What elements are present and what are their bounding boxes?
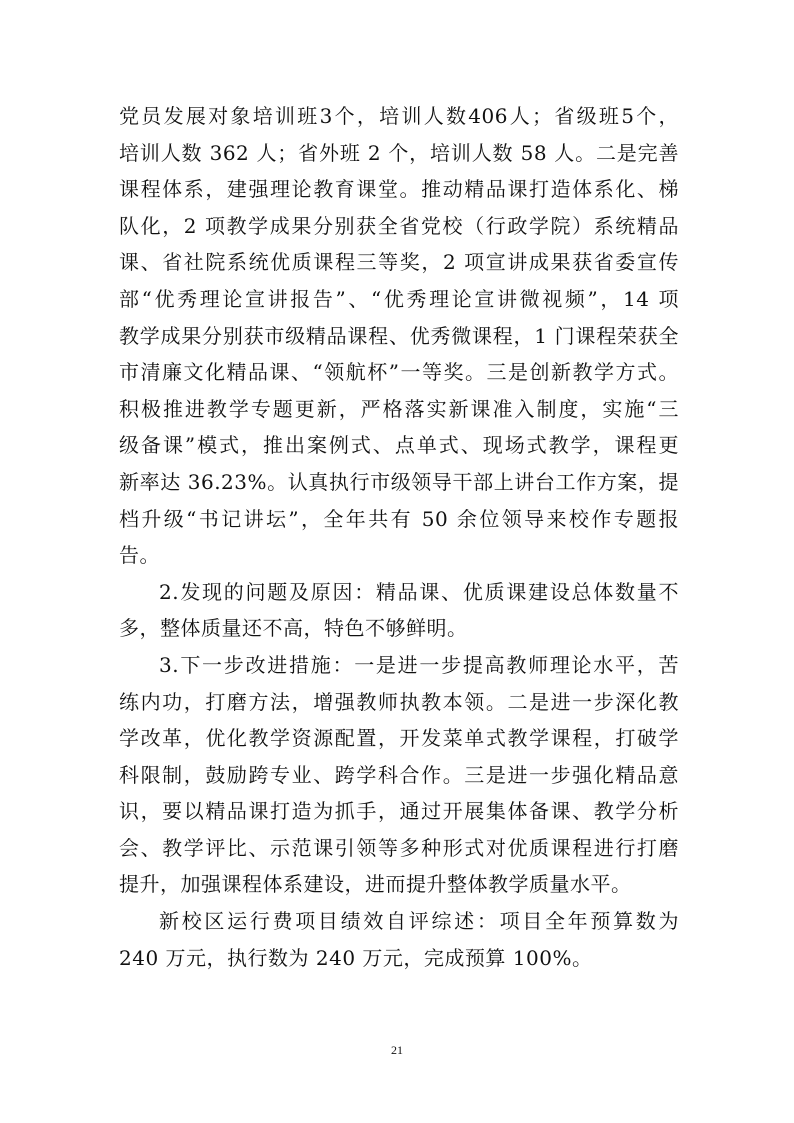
text-line: 学改革，优化教学资源配置，开发菜单式教学课程，打破学 (119, 726, 679, 751)
text-line: 3.下一步改进措施：一是进一步提高教师理论水平，苦 (159, 652, 679, 677)
text-line: 课、省社院系统优质课程三等奖，2 项宣讲成果获省委宣传 (119, 250, 679, 275)
body-text (119, 98, 679, 976)
text-line: 科限制，鼓励跨专业、跨学科合作。三是进一步强化精品意 (119, 762, 679, 787)
text-line: 2.发现的问题及原因：精品课、优质课建设总体数量不 (159, 579, 679, 604)
text-line: 多，整体质量还不高，特色不够鲜明。 (119, 616, 468, 641)
text-line: 教学成果分别获市级精品课程、优秀微课程，1 门课程荣获全 (119, 323, 679, 348)
text-line: 提升，加强课程体系建设，进而提升整体教学质量水平。 (119, 872, 632, 897)
text-line: 告。 (119, 543, 160, 568)
text-line: 积极推进教学专题更新，严格落实新课准入制度，实施“三 (119, 396, 679, 421)
text-line: 党员发展对象培训班3个，培训人数406人；省级班5个， (119, 104, 679, 128)
text-line: 课程体系，建强理论教育课堂。推动精品课打造体系化、梯 (119, 177, 679, 202)
text-line: 240 万元，执行数为 240 万元，完成预算 100%。 (119, 945, 593, 970)
text-line: 培训人数 362 人；省外班 2 个，培训人数 58 人。二是完善 (119, 140, 679, 165)
text-line: 练内功，打磨方法，增强教师执教本领。二是进一步深化教 (119, 689, 679, 714)
text-line: 会、教学评比、示范课引领等多种形式对优质课程进行打磨 (119, 835, 679, 860)
text-line: 部“优秀理论宣讲报告”、“优秀理论宣讲微视频”，14 项 (119, 286, 679, 311)
text-line: 识，要以精品课打造为抓手，通过开展集体备课、教学分析 (119, 799, 679, 824)
text-line: 档升级“书记讲坛”，全年共有 50 余位领导来校作专题报 (119, 506, 679, 531)
text-line: 新率达 36.23%。认真执行市级领导干部上讲台工作方案，提 (119, 469, 679, 494)
text-line: 新校区运行费项目绩效自评综述：项目全年预算数为 (159, 909, 679, 934)
text-line: 队化，2 项教学成果分别获全省党校（行政学院）系统精品 (119, 213, 679, 238)
text-line: 市清廉文化精品课、“领航杯”一等奖。三是创新教学方式。 (119, 360, 679, 385)
text-line: 级备课”模式，推出案例式、点单式、现场式教学，课程更 (119, 433, 679, 458)
page-number: 21 (391, 1043, 403, 1057)
